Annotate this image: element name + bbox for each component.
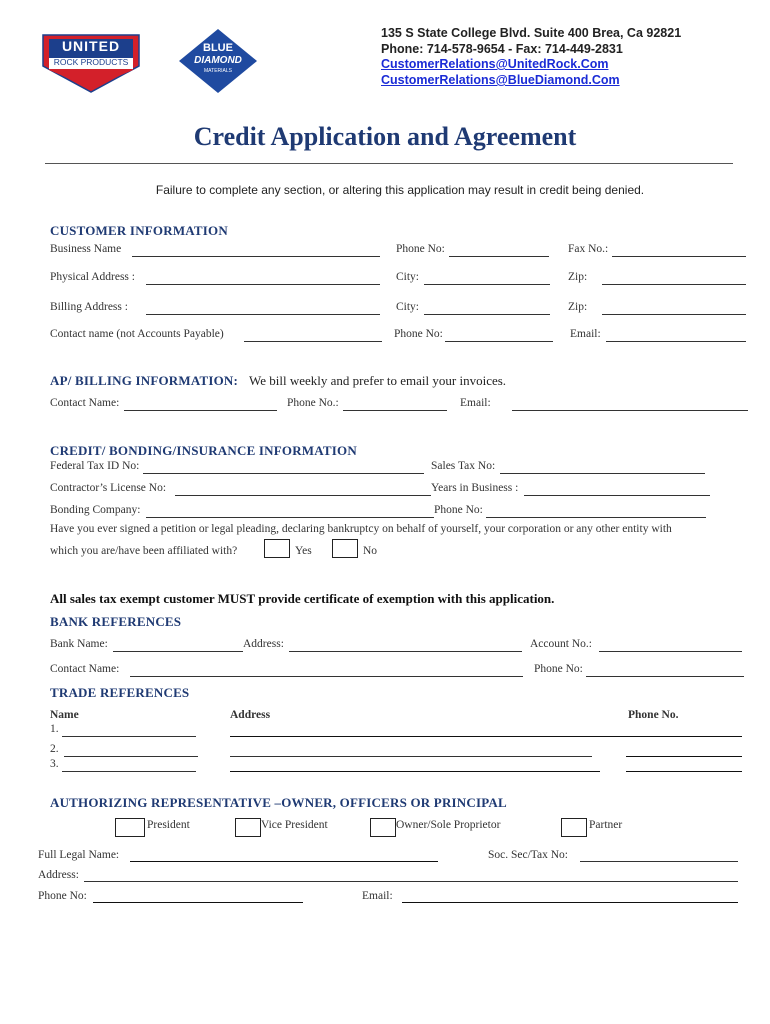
owner-sole-proprietor-checkbox[interactable] — [370, 818, 396, 837]
bonding-company-field[interactable] — [146, 517, 434, 518]
email-field[interactable] — [606, 341, 746, 342]
years-in-business-label: Years in Business : — [431, 482, 519, 494]
blue-diamond-top-text: BLUE — [203, 42, 233, 54]
federal-tax-field[interactable] — [143, 473, 424, 474]
billing-email-field[interactable] — [512, 410, 748, 411]
soc-sec-field[interactable] — [580, 861, 738, 862]
bank-phone-field[interactable] — [586, 676, 744, 677]
bonding-company-label: Bonding Company: — [50, 504, 141, 516]
bankruptcy-no-label: No — [363, 545, 378, 557]
tax-exempt-notice: All sales tax exempt customer MUST provide certificate of exemption with this application. — [50, 591, 555, 606]
authorizing-address-label: Address: — [38, 869, 79, 881]
bank-name-field[interactable] — [113, 651, 243, 652]
company-address: 135 S State College Blvd. Suite 400 Brea, Ca 92821 — [381, 26, 682, 40]
owner-sole-proprietor-label: Owner/Sole Proprietor — [396, 819, 501, 831]
billing-zip-field[interactable] — [602, 314, 746, 315]
authorizing-phone-field[interactable] — [93, 902, 303, 903]
trade-row-3-name[interactable] — [62, 771, 196, 772]
email-label: Email: — [570, 328, 601, 340]
company-phone-fax: Phone: 714-578-9654 - Fax: 714-449-2831 — [381, 42, 623, 56]
trade-col-phone: Phone No. — [628, 709, 679, 721]
business-name-field[interactable] — [132, 256, 380, 257]
bankruptcy-no-checkbox[interactable] — [332, 539, 358, 558]
trade-row-1-address[interactable] — [230, 736, 742, 737]
president-checkbox[interactable] — [115, 818, 145, 837]
bonding-phone-field[interactable] — [486, 517, 706, 518]
fax-no-field[interactable] — [612, 256, 746, 257]
contact-phone-label: Phone No: — [394, 328, 443, 340]
contact-name-field[interactable] — [244, 341, 382, 342]
bank-address-label: Address: — [243, 638, 284, 650]
partner-checkbox[interactable] — [561, 818, 587, 837]
trade-row-3-phone[interactable] — [626, 771, 742, 772]
blue-diamond-logo — [178, 28, 258, 94]
contractor-license-label: Contractor’s License No: — [50, 482, 167, 494]
bankruptcy-yes-checkbox[interactable] — [264, 539, 290, 558]
billing-contact-label: Contact Name: — [50, 397, 120, 409]
trade-col-address: Address — [230, 709, 271, 721]
trade-row-3-number: 3. — [50, 758, 59, 770]
contact-phone-field[interactable] — [445, 341, 553, 342]
sales-tax-field[interactable] — [500, 473, 705, 474]
email-link-united[interactable]: CustomerRelations@UnitedRock.Com — [381, 57, 609, 71]
billing-address-field[interactable] — [146, 314, 380, 315]
authorizing-heading: AUTHORIZING REPRESENTATIVE –OWNER, OFFICERS OR PRINCIPAL — [50, 795, 507, 810]
trade-col-name: Name — [50, 709, 79, 721]
city-field[interactable] — [424, 284, 550, 285]
years-in-business-field[interactable] — [524, 495, 710, 496]
bank-phone-label: Phone No: — [534, 663, 583, 675]
partner-label: Partner — [589, 819, 623, 831]
bankruptcy-yes-label: Yes — [295, 545, 312, 557]
city-label: City: — [396, 271, 420, 283]
authorizing-email-field[interactable] — [402, 902, 738, 903]
federal-tax-label: Federal Tax ID No: — [50, 460, 140, 472]
billing-city-label: City: — [396, 301, 420, 313]
physical-address-label: Physical Address : — [50, 271, 135, 283]
contact-name-label: Contact name (not Accounts Payable) — [50, 328, 224, 340]
phone-no-label: Phone No: — [396, 243, 445, 255]
united-logo-bottom-text: ROCK PRODUCTS — [53, 57, 129, 67]
business-name-label: Business Name — [50, 243, 122, 255]
billing-email-label: Email: — [460, 397, 491, 409]
physical-address-field[interactable] — [146, 284, 380, 285]
billing-heading: AP/ BILLING INFORMATION: — [50, 373, 239, 388]
bonding-phone-label: Phone No: — [434, 504, 483, 516]
president-label: President — [147, 819, 190, 831]
bank-name-label: Bank Name: — [50, 638, 108, 650]
email-link-blue-diamond[interactable]: CustomerRelations@BlueDiamond.Com — [381, 73, 620, 87]
trade-row-2-address[interactable] — [230, 756, 592, 757]
trade-row-2-name[interactable] — [64, 756, 198, 757]
blue-diamond-sub-text: MATERIALS — [204, 68, 232, 74]
zip-label: Zip: — [568, 271, 588, 283]
page-title: Credit Application and Agreement — [193, 122, 577, 151]
billing-contact-field[interactable] — [124, 410, 277, 411]
billing-phone-label: Phone No.: — [287, 397, 339, 409]
bankruptcy-question-cont: which you are/have been affiliated with? — [50, 545, 238, 557]
vice-president-checkbox[interactable] — [235, 818, 261, 837]
trade-row-2-phone[interactable] — [626, 756, 742, 757]
phone-no-field[interactable] — [449, 256, 549, 257]
trade-row-1-number: 1. — [50, 723, 59, 735]
bank-address-field[interactable] — [289, 651, 522, 652]
united-rock-logo — [40, 30, 142, 94]
billing-city-field[interactable] — [424, 314, 550, 315]
contractor-license-field[interactable] — [175, 495, 431, 496]
notice-text: Failure to complete any section, or altering this application may result in credit being denied. — [155, 183, 645, 197]
sales-tax-label: Sales Tax No: — [431, 460, 496, 472]
bank-contact-label: Contact Name: — [50, 663, 120, 675]
customer-info-heading: CUSTOMER INFORMATION — [50, 223, 228, 238]
full-legal-name-field[interactable] — [130, 861, 438, 862]
account-no-label: Account No.: — [530, 638, 592, 650]
trade-row-2-number: 2. — [50, 743, 59, 755]
account-no-field[interactable] — [599, 651, 742, 652]
authorizing-address-field[interactable] — [84, 881, 738, 882]
soc-sec-label: Soc. Sec/Tax No: — [488, 849, 569, 861]
billing-address-label: Billing Address : — [50, 301, 128, 313]
authorizing-email-label: Email: — [362, 890, 393, 902]
blue-diamond-bottom-text: DIAMOND — [194, 55, 242, 66]
bankruptcy-question: Have you ever signed a petition or legal pleading, declaring bankruptcy on behalf of yourself, your corporation or any other entity with — [50, 523, 672, 535]
trade-references-heading: TRADE REFERENCES — [50, 685, 190, 700]
authorizing-phone-label: Phone No: — [38, 890, 87, 902]
fax-no-label: Fax No.: — [568, 243, 609, 255]
billing-zip-label: Zip: — [568, 301, 588, 313]
zip-field[interactable] — [602, 284, 746, 285]
title-divider — [45, 163, 733, 164]
bank-contact-field[interactable] — [130, 676, 523, 677]
vice-president-label: Vice President — [261, 819, 328, 831]
trade-row-1-name[interactable] — [62, 736, 196, 737]
trade-row-3-address[interactable] — [230, 771, 600, 772]
full-legal-name-label: Full Legal Name: — [38, 849, 120, 861]
bank-references-heading: BANK REFERENCES — [50, 614, 182, 629]
billing-note: We bill weekly and prefer to email your invoices. — [249, 373, 507, 388]
united-logo-top-text: UNITED — [61, 38, 121, 54]
billing-phone-field[interactable] — [343, 410, 447, 411]
credit-heading: CREDIT/ BONDING/INSURANCE INFORMATION — [50, 443, 357, 458]
